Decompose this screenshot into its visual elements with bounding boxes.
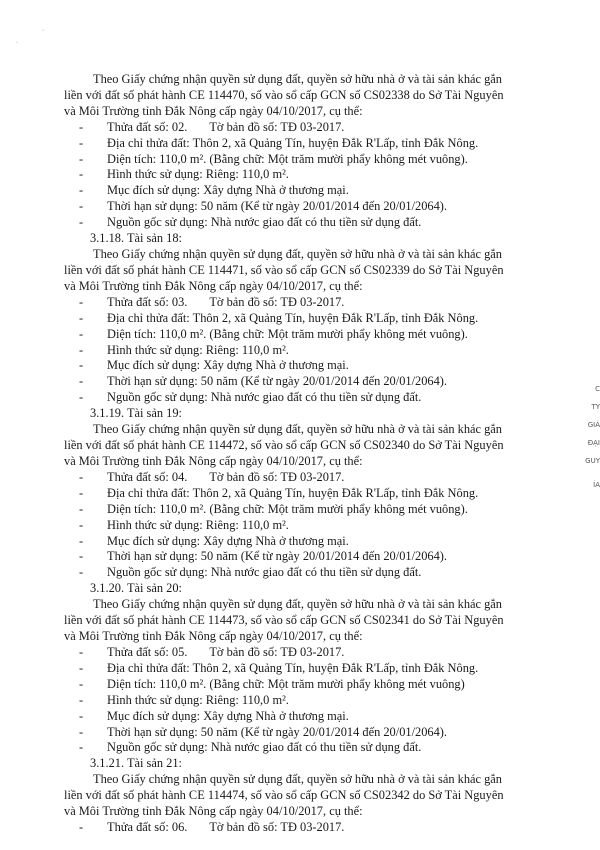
paragraph-first-line: Theo Giấy chứng nhận quyền sử dụng đất, quyền sở hữu nhà ở và tài sản khác gắn (93, 247, 503, 261)
bullet-text: Nguồn gốc sử dụng: Nhà nước giao đất có thu tiền sử dụng đất. (107, 740, 422, 754)
paragraph-line: và Môi Trường tỉnh Đắk Nông cấp ngày 04/10/2017, cụ thể: (64, 454, 363, 468)
bullet-item (79, 740, 421, 754)
bullet-dash: - (79, 199, 84, 213)
bullet-item (79, 390, 421, 404)
bullet-dash: - (79, 502, 84, 516)
bullet-item (79, 549, 447, 563)
bullet-item (79, 645, 344, 659)
bullet-dash: - (79, 470, 84, 484)
section-heading: 3.1.21. Tài sản 21: (90, 756, 183, 770)
bullet-text: Thửa đất số: 04. (107, 470, 188, 484)
bullet-item (79, 120, 344, 134)
bullet-dash: - (79, 534, 84, 548)
bullet-item (79, 374, 447, 388)
bullet-item (79, 215, 421, 229)
bullet-dash: - (79, 677, 84, 691)
margin-stamp-fragment: TY (591, 403, 600, 411)
bullet-item (79, 565, 421, 579)
bullet-dash: - (79, 661, 84, 675)
scan-speck: · (16, 40, 18, 46)
bullet-text: Thời hạn sử dụng: 50 năm (Kể từ ngày 20/01/2014 đến 20/01/2064). (107, 725, 448, 739)
bullet-text: Thửa đất số: 03. (107, 295, 188, 309)
bullet-text: Hình thức sử dụng: Riêng: 110,0 m². (107, 167, 289, 181)
bullet-dash: - (79, 486, 84, 500)
margin-stamp-fragment: GIÁ (587, 421, 600, 429)
margin-stamp-fragment: ÍA (593, 481, 600, 489)
bullet-dash: - (79, 311, 84, 325)
bullet-text-secondary: Tờ bản đồ số: TĐ 03-2017. (209, 295, 345, 309)
bullet-dash: - (79, 390, 84, 404)
bullet-item (79, 470, 344, 484)
scan-speck: · (42, 28, 44, 34)
bullet-item (79, 295, 344, 309)
bullet-dash: - (79, 565, 84, 579)
bullet-text: Thời hạn sử dụng: 50 năm (Kể từ ngày 20/01/2014 đến 20/01/2064). (107, 549, 448, 563)
bullet-text: Thời hạn sử dụng: 50 năm (Kể từ ngày 20/01/2014 đến 20/01/2064). (107, 199, 448, 213)
paragraph-first-line: Theo Giấy chứng nhận quyền sử dụng đất, quyền sở hữu nhà ở và tài sản khác gắn (93, 597, 503, 611)
bullet-item (79, 661, 478, 675)
paragraph-first-line: Theo Giấy chứng nhận quyền sử dụng đất, quyền sở hữu nhà ở và tài sản khác gắn (93, 772, 503, 786)
bullet-dash: - (79, 709, 84, 723)
bullet-text: Diện tích: 110,0 m². (Bằng chữ: Một trăm mười phẩy không mét vuông). (107, 152, 468, 166)
bullet-dash: - (79, 518, 84, 532)
bullet-item (79, 358, 349, 372)
paragraph-line: liền với đất số phát hành CE 114474, số vào sổ cấp GCN số CS02342 do Sở Tài Nguyên (64, 788, 504, 802)
bullet-item (79, 820, 344, 834)
bullet-item (79, 167, 289, 181)
paragraph-line: liền với đất số phát hành CE 114472, số vào sổ cấp GCN số CS02340 do Sở Tài Nguyên (64, 438, 504, 452)
bullet-dash: - (79, 152, 84, 166)
bullet-text: Mục đích sử dụng: Xây dựng Nhà ở thương mại. (107, 709, 349, 723)
margin-stamp-fragment: GUY (585, 457, 600, 465)
bullet-item (79, 343, 289, 357)
bullet-item (79, 327, 468, 341)
bullet-dash: - (79, 343, 84, 357)
bullet-dash: - (79, 740, 84, 754)
bullet-text: Mục đích sử dụng: Xây dựng Nhà ở thương mại. (107, 534, 349, 548)
bullet-text: Địa chỉ thửa đất: Thôn 2, xã Quảng Tín, huyện Đắk R'Lấp, tỉnh Đắk Nông. (107, 136, 479, 150)
bullet-dash: - (79, 167, 84, 181)
bullet-item (79, 534, 349, 548)
bullet-text: Diện tích: 110,0 m². (Bằng chữ: Một trăm mười phẩy không mét vuông). (107, 502, 468, 516)
bullet-text: Diện tích: 110,0 m². (Bằng chữ: Một trăm mười phẩy không mét vuông). (107, 327, 468, 341)
paragraph-line: và Môi Trường tỉnh Đắk Nông cấp ngày 04/10/2017, cụ thể: (64, 104, 363, 118)
bullet-dash: - (79, 136, 84, 150)
bullet-text: Nguồn gốc sử dụng: Nhà nước giao đất có thu tiền sử dụng đất. (107, 215, 422, 229)
bullet-dash: - (79, 358, 84, 372)
bullet-item (79, 677, 465, 691)
bullet-dash: - (79, 215, 84, 229)
bullet-dash: - (79, 327, 84, 341)
bullet-text-secondary: Tờ bản đồ số: TĐ 03-2017. (209, 470, 345, 484)
bullet-dash: - (79, 120, 84, 134)
bullet-dash: - (79, 693, 84, 707)
bullet-dash: - (79, 645, 84, 659)
bullet-text: Địa chỉ thửa đất: Thôn 2, xã Quảng Tín, huyện Đắk R'Lấp, tỉnh Đắk Nông. (107, 486, 479, 500)
bullet-item (79, 311, 478, 325)
bullet-text: Hình thức sử dụng: Riêng: 110,0 m². (107, 518, 289, 532)
bullet-dash: - (79, 725, 84, 739)
bullet-text: Địa chỉ thửa đất: Thôn 2, xã Quảng Tín, huyện Đắk R'Lấp, tỉnh Đắk Nông. (107, 661, 479, 675)
paragraph-line: liền với đất số phát hành CE 114473, số vào sổ cấp GCN số CS02341 do Sở Tài Nguyên (64, 613, 504, 627)
paragraph-line: và Môi Trường tỉnh Đắk Nông cấp ngày 04/10/2017, cụ thể: (64, 279, 363, 293)
paragraph-line: liền với đất số phát hành CE 114470, số vào sổ cấp GCN số CS02338 do Sở Tài Nguyên (64, 88, 504, 102)
bullet-dash: - (79, 183, 84, 197)
section-heading: 3.1.20. Tài sản 20: (90, 581, 183, 595)
bullet-text: Thời hạn sử dụng: 50 năm (Kể từ ngày 20/01/2014 đến 20/01/2064). (107, 374, 448, 388)
bullet-item (79, 136, 478, 150)
bullet-text: Hình thức sử dụng: Riêng: 110,0 m². (107, 693, 289, 707)
bullet-text: Mục đích sử dụng: Xây dựng Nhà ở thương mại. (107, 183, 349, 197)
paragraph-line: và Môi Trường tỉnh Đắk Nông cấp ngày 04/10/2017, cụ thể: (64, 629, 363, 643)
section-heading: 3.1.18. Tài sản 18: (90, 231, 183, 245)
paragraph-line: và Môi Trường tỉnh Đắk Nông cấp ngày 04/10/2017, cụ thể: (64, 804, 363, 818)
bullet-item (79, 693, 289, 707)
bullet-item (79, 502, 468, 516)
bullet-text-secondary: Tờ bản đồ số: TĐ 03-2017. (209, 120, 345, 134)
bullet-dash: - (79, 820, 84, 834)
bullet-text: Thửa đất số: 02. (107, 120, 188, 134)
section-heading: 3.1.19. Tài sản 19: (90, 406, 183, 420)
bullet-item (79, 486, 478, 500)
bullet-text: Thửa đất số: 06. (107, 820, 188, 834)
bullet-item (79, 518, 289, 532)
bullet-dash: - (79, 374, 84, 388)
bullet-dash: - (79, 295, 84, 309)
bullet-text-secondary: Tờ bản đồ số: TĐ 03-2017. (209, 820, 345, 834)
paragraph-first-line: Theo Giấy chứng nhận quyền sử dụng đất, quyền sở hữu nhà ở và tài sản khác gắn (93, 72, 503, 86)
bullet-text: Thửa đất số: 05. (107, 645, 188, 659)
paragraph-first-line: Theo Giấy chứng nhận quyền sử dụng đất, quyền sở hữu nhà ở và tài sản khác gắn (93, 422, 503, 436)
bullet-item (79, 725, 447, 739)
paragraph-line: liền với đất số phát hành CE 114471, số vào sổ cấp GCN số CS02339 do Sở Tài Nguyên (64, 263, 504, 277)
bullet-text: Hình thức sử dụng: Riêng: 110,0 m². (107, 343, 289, 357)
bullet-item (79, 183, 349, 197)
bullet-dash: - (79, 549, 84, 563)
bullet-text: Mục đích sử dụng: Xây dựng Nhà ở thương mại. (107, 358, 349, 372)
bullet-item (79, 709, 349, 723)
margin-stamp-fragment: ĐẠI (587, 439, 600, 447)
bullet-text: Địa chỉ thửa đất: Thôn 2, xã Quảng Tín, huyện Đắk R'Lấp, tỉnh Đắk Nông. (107, 311, 479, 325)
bullet-item (79, 199, 447, 213)
bullet-text: Nguồn gốc sử dụng: Nhà nước giao đất có thu tiền sử dụng đất. (107, 390, 422, 404)
bullet-text-secondary: Tờ bản đồ số: TĐ 03-2017. (209, 645, 345, 659)
bullet-text: Nguồn gốc sử dụng: Nhà nước giao đất có thu tiền sử dụng đất. (107, 565, 422, 579)
margin-stamp-fragment: C (595, 385, 600, 393)
bullet-item (79, 152, 468, 166)
bullet-text: Diện tích: 110,0 m². (Bằng chữ: Một trăm mười phẩy không mét vuông) (107, 677, 465, 691)
